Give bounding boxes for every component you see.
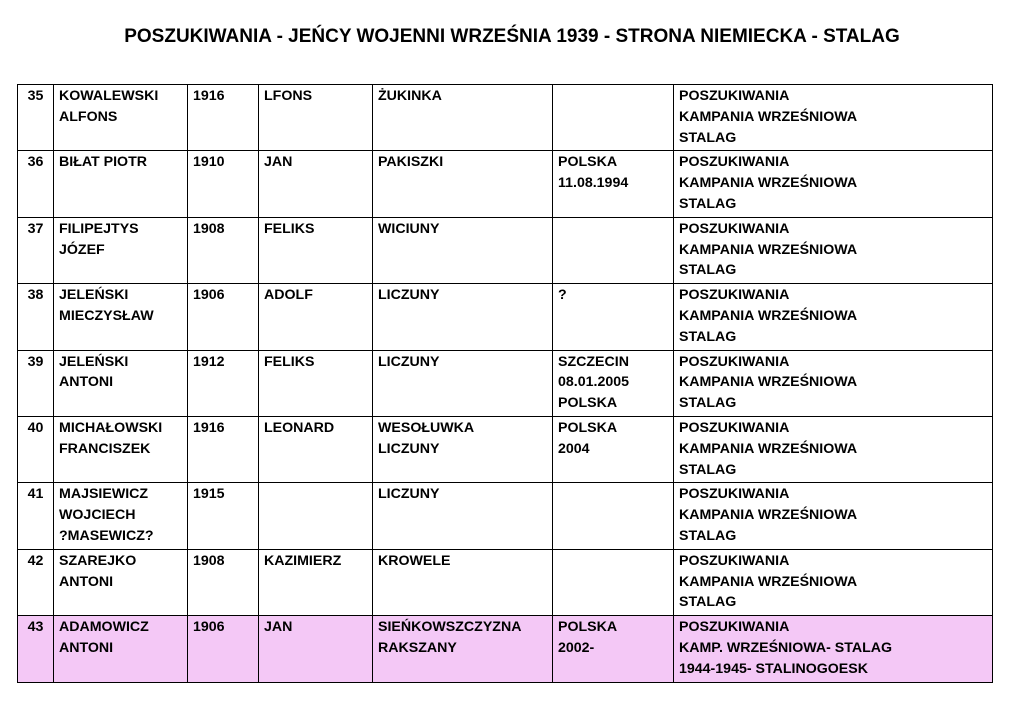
place-line: LICZUNY [378,287,440,304]
person-name-line: JELEŃSKI [59,353,129,370]
place-cell [373,85,553,151]
death-info-cell [553,217,674,283]
death-info-cell [553,549,674,615]
notes-line: KAMPANIA WRZEŚNIOWA [679,440,858,457]
notes-line: POSZUKIWANIA [679,220,790,237]
place-cell [373,616,553,682]
person-name-line: FILIPEJTYS [59,220,139,237]
place-cell [373,217,553,283]
person-name-line: WOJCIECH [59,507,136,524]
birth-year-cell: 1908 [188,549,259,615]
person-name-line: MIECZYSŁAW [59,307,154,324]
notes-line: POSZUKIWANIA [679,154,790,171]
person-name-line: ADAMOWICZ [59,619,149,636]
notes-cell [674,549,993,615]
table-row [18,416,993,482]
person-name-cell [54,549,188,615]
notes-line: KAMPANIA WRZEŚNIOWA [679,507,858,524]
notes-cell [674,483,993,549]
person-name-cell [54,483,188,549]
birth-year-cell: 1906 [188,284,259,350]
person-name-cell [54,151,188,217]
notes-cell [674,616,993,682]
father-name-cell: FELIKS [259,350,373,416]
place-line: LICZUNY [378,440,440,457]
death-info-line: 11.08.1994 [558,175,629,192]
death-info-line: POLSKA [558,619,618,636]
death-info-line: SZCZECIN [558,353,629,370]
table-row [18,85,993,151]
record-number-cell: 39 [18,350,54,416]
place-line: LICZUNY [378,353,440,370]
father-name-cell [259,483,373,549]
notes-line: POSZUKIWANIA [679,419,790,436]
notes-line: POSZUKIWANIA [679,353,790,370]
record-number-cell: 40 [18,416,54,482]
place-line: LICZUNY [378,486,440,503]
page-title: POSZUKIWANIA - JEŃCY WOJENNI WRZEŚNIA 1939 - STRONA NIEMIECKA - STALAG [124,26,900,47]
birth-year-cell: 1916 [188,416,259,482]
person-name-line: JÓZEF [59,241,105,258]
record-number-cell: 42 [18,549,54,615]
death-info-cell [553,616,674,682]
notes-line: KAMPANIA WRZEŚNIOWA [679,307,858,324]
notes-cell [674,416,993,482]
death-info-line: ? [558,287,567,304]
death-info-cell [553,350,674,416]
person-name-cell [54,284,188,350]
place-cell [373,483,553,549]
place-line: WESOŁUWKA [378,419,475,436]
death-info-cell [553,151,674,217]
death-info-cell [553,85,674,151]
father-name-cell: FELIKS [259,217,373,283]
birth-year-cell: 1910 [188,151,259,217]
person-name-cell [54,217,188,283]
person-name-line: KOWALEWSKI [59,88,159,104]
father-name-cell: KAZIMIERZ [259,549,373,615]
notes-line: KAMPANIA WRZEŚNIOWA [679,175,858,192]
place-cell [373,151,553,217]
notes-cell [674,350,993,416]
place-line: SIEŃKOWSZCZYZNA [378,619,522,636]
notes-line: KAMPANIA WRZEŚNIOWA [679,241,858,258]
person-name-line: JELEŃSKI [59,287,129,304]
birth-year-cell: 1906 [188,616,259,682]
death-info-line: POLSKA [558,419,618,436]
notes-cell [674,85,993,151]
death-info-cell [553,416,674,482]
person-name-line: ?MASEWICZ? [59,527,154,544]
person-name-cell [54,616,188,682]
notes-line: STALAG [679,594,737,611]
record-number-cell: 36 [18,151,54,217]
person-name-line: ANTONI [59,573,114,590]
table-row [18,151,993,217]
notes-line: POSZUKIWANIA [679,287,790,304]
place-cell [373,416,553,482]
birth-year-cell: 1912 [188,350,259,416]
table-row [18,616,993,682]
records-table [17,84,993,683]
notes-line: POSZUKIWANIA [679,552,790,569]
person-name-line: MICHAŁOWSKI [59,419,163,436]
notes-line: POSZUKIWANIA [679,619,790,636]
notes-cell [674,217,993,283]
place-line: PAKISZKI [378,154,444,171]
death-info-line: POLSKA [558,154,618,171]
notes-line: POSZUKIWANIA [679,88,790,104]
notes-line: KAMPANIA WRZEŚNIOWA [679,108,858,125]
table-row [18,284,993,350]
birth-year-cell: 1908 [188,217,259,283]
records-table-body [18,85,993,683]
notes-line: STALAG [679,262,737,279]
death-info-line: 08.01.2005 [558,374,630,391]
record-number-cell: 37 [18,217,54,283]
place-cell [373,350,553,416]
place-line: ŻUKINKA [378,88,442,104]
notes-line: KAMP. WRZEŚNIOWA- STALAG [679,639,893,656]
notes-line: STALAG [679,195,737,212]
table-row [18,217,993,283]
place-line: WICIUNY [378,220,440,237]
death-info-cell [553,483,674,549]
father-name-cell: JAN [259,151,373,217]
person-name-cell [54,416,188,482]
table-row [18,350,993,416]
notes-line: 1944-1945- STALINOGOESK [679,660,868,677]
father-name-cell: LFONS [259,85,373,151]
notes-line: STALAG [679,527,737,544]
person-name-line: ALFONS [59,108,118,125]
person-name-line: FRANCISZEK [59,440,151,457]
father-name-cell: LEONARD [259,416,373,482]
death-info-line: 2004 [558,440,590,457]
person-name-line: ANTONI [59,639,114,656]
record-number-cell: 38 [18,284,54,350]
person-name-line: BIŁAT PIOTR [59,154,148,171]
record-number-cell: 41 [18,483,54,549]
record-number-cell: 43 [18,616,54,682]
table-row [18,549,993,615]
notes-line: KAMPANIA WRZEŚNIOWA [679,374,858,391]
table-row [18,483,993,549]
birth-year-cell: 1915 [188,483,259,549]
notes-line: KAMPANIA WRZEŚNIOWA [679,573,858,590]
place-line: KROWELE [378,552,451,569]
person-name-line: ANTONI [59,374,114,391]
death-info-line: POLSKA [558,395,618,412]
person-name-line: SZAREJKO [59,552,137,569]
notes-cell [674,284,993,350]
person-name-cell [54,350,188,416]
notes-cell [674,151,993,217]
person-name-line: MAJSIEWICZ [59,486,149,503]
notes-line: STALAG [679,395,737,412]
notes-line: STALAG [679,129,737,146]
notes-line: STALAG [679,328,737,345]
person-name-cell [54,85,188,151]
notes-line: STALAG [679,461,737,478]
place-cell [373,549,553,615]
birth-year-cell: 1916 [188,85,259,151]
place-line: RAKSZANY [378,639,457,656]
father-name-cell: ADOLF [259,284,373,350]
father-name-cell: JAN [259,616,373,682]
notes-line: POSZUKIWANIA [679,486,790,503]
record-number-cell: 35 [18,85,54,151]
death-info-line: 2002- [558,639,595,656]
place-cell [373,284,553,350]
death-info-cell [553,284,674,350]
